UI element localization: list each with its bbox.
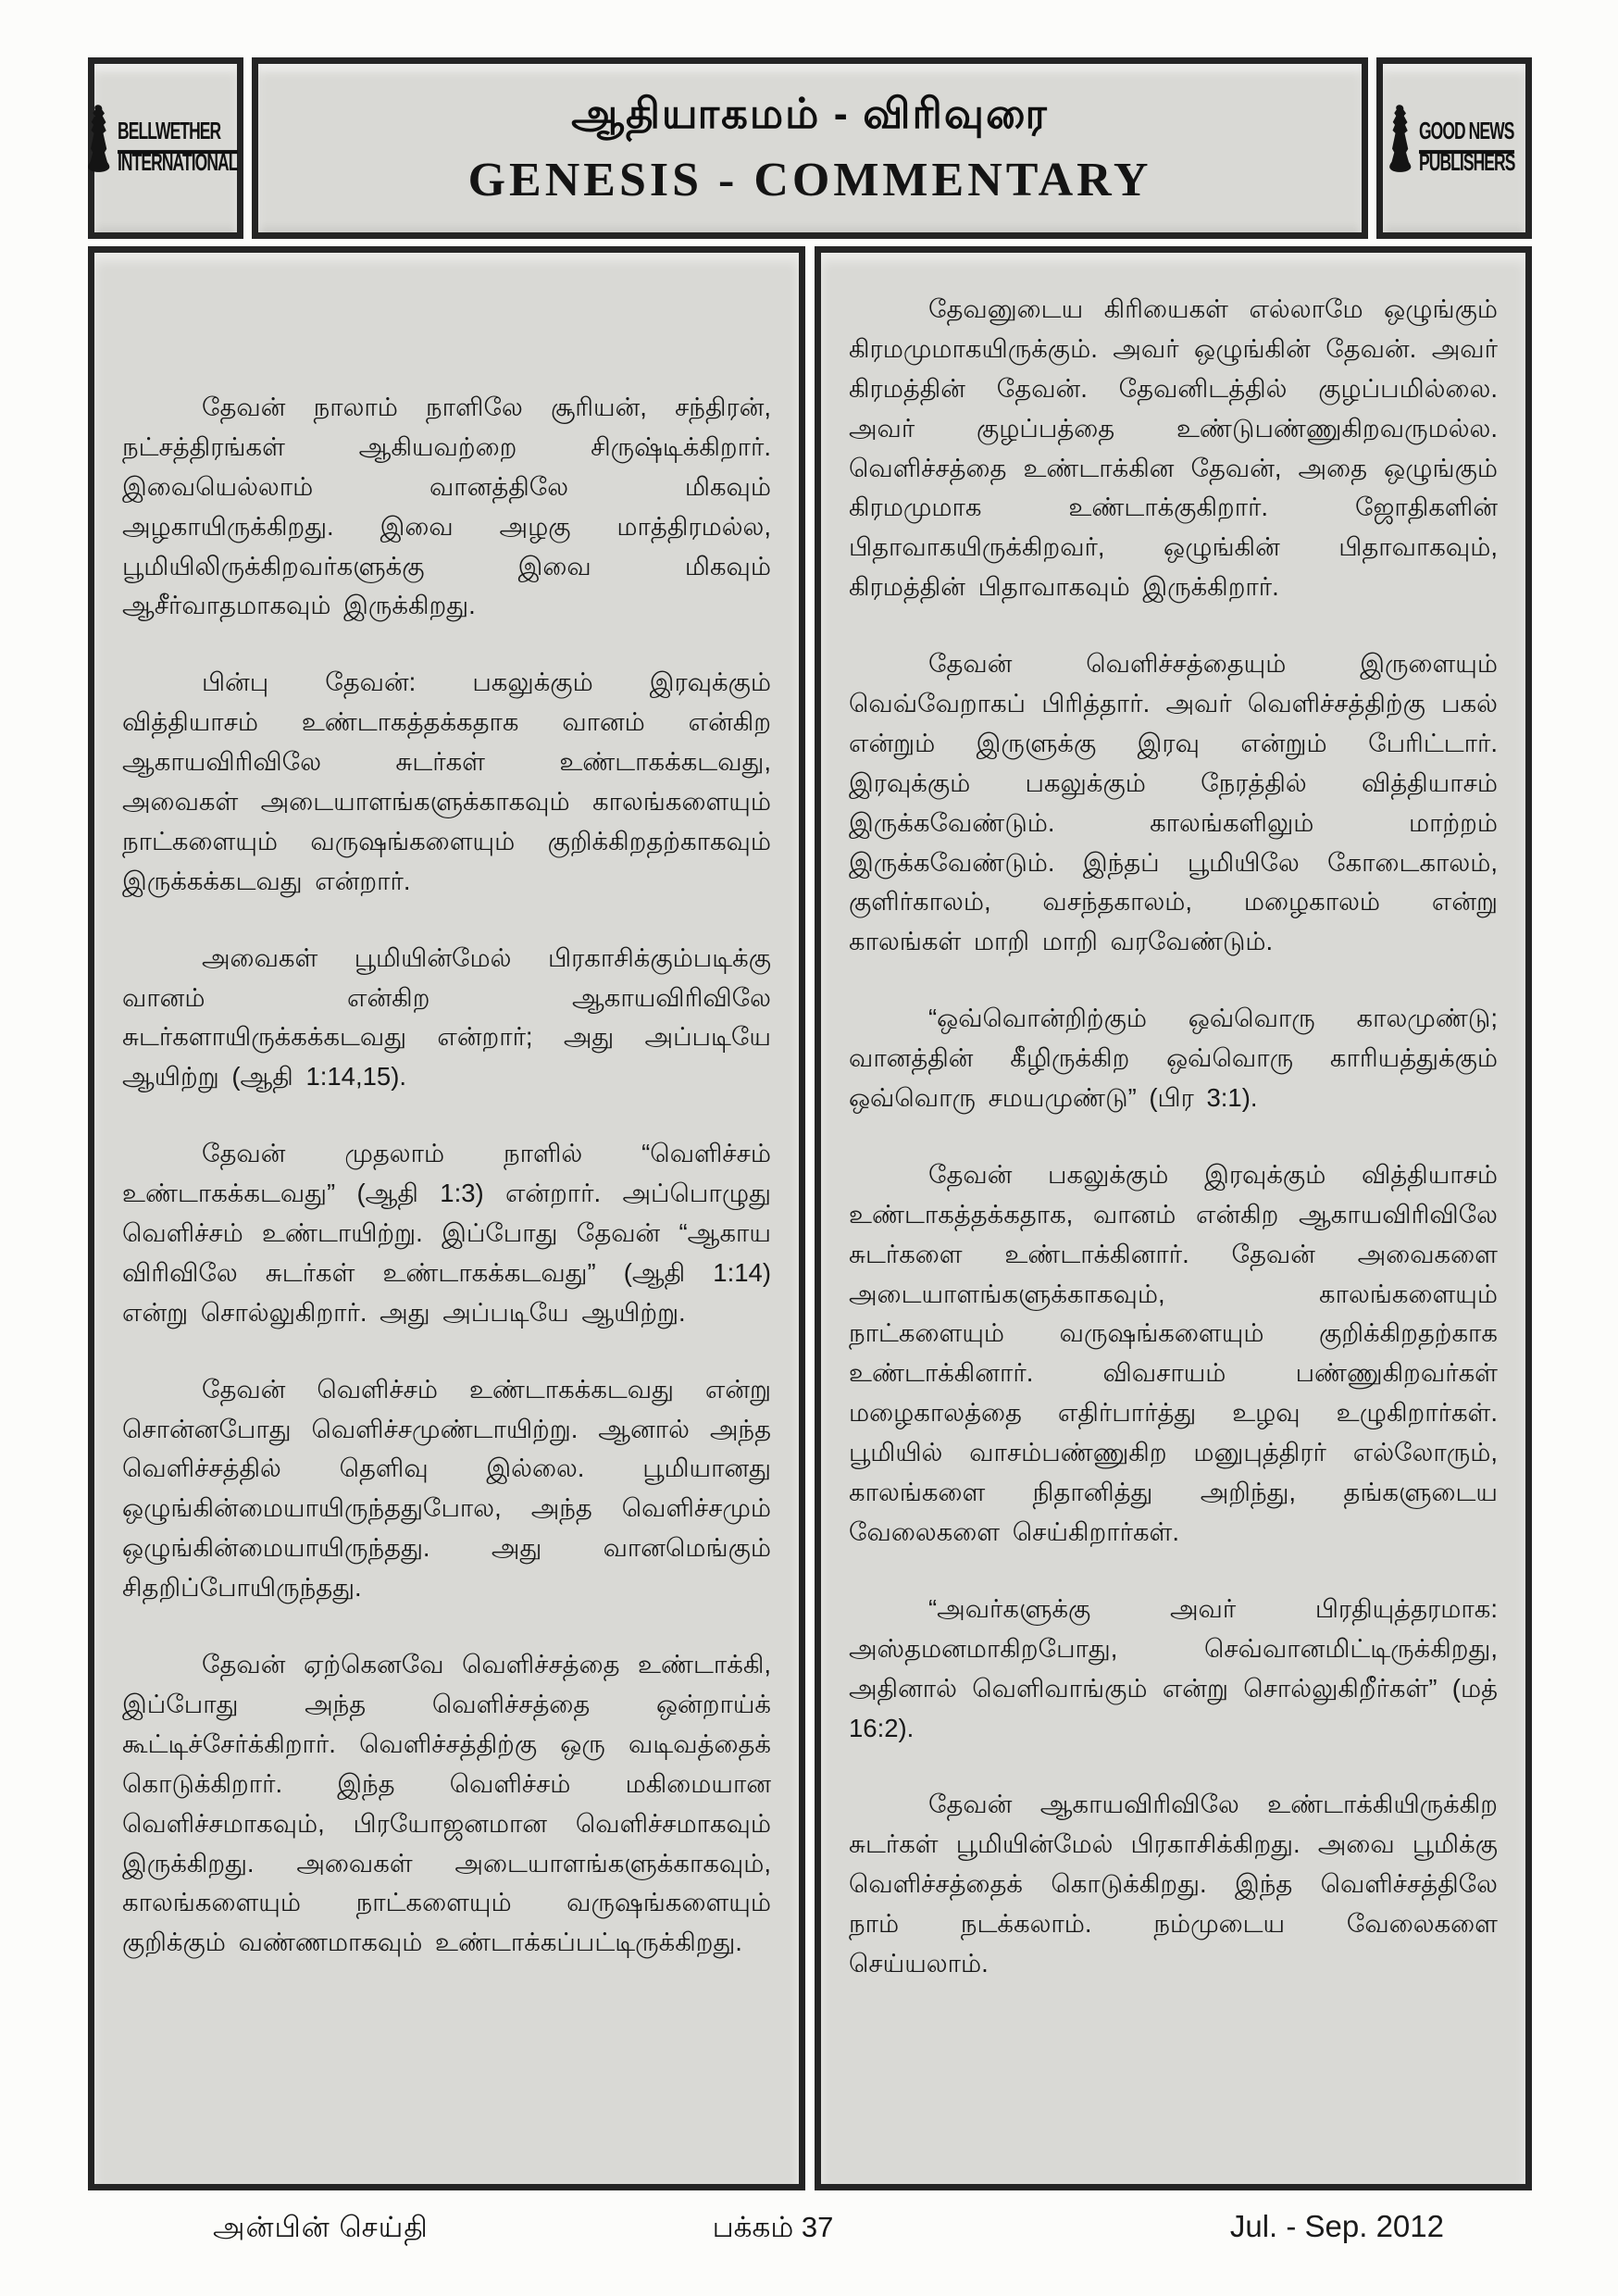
- right-paragraph-1: தேவனுடைய கிரியைகள் எல்லாமே ஒழுங்கும் கிரமமுமாகயிருக்கும். அவர் ஒழுங்கின் தேவன். அவர் கிரமத்தின் தேவன். தேவனிடத்தில் குழப்பமில்லை. அவர் குழப்பத்தை உண்டுபண்ணுகிறவருமல்ல. வெளிச்சத்தை உண்டாக்கின தேவன், அதை ஒழுங்கும் கிரமமுமாக உண்டாக்குகிறார். ஜோதிகளின் பிதாவாகயிருக்கிறவர், ஒழுங்கின் பிதாவாகவும், கிரமத்தின் பிதாவாகவும் இருக்கிறார்.: [849, 294, 1498, 602]
- bellwether-figure-icon: [84, 98, 112, 206]
- goodnews-logo-line1: GOOD NEWS: [1419, 118, 1514, 154]
- masthead-title-english: GENESIS - COMMENTARY: [467, 153, 1152, 206]
- goodnews-logo-box: [1376, 57, 1532, 239]
- goodnews-logo-text: [1418, 119, 1523, 177]
- footer-page-number: பக்கம் 37: [712, 2211, 834, 2243]
- page-header: [88, 57, 1532, 239]
- goodnews-logo-line2: PUBLISHERS: [1418, 149, 1515, 177]
- right-paragraph-3: “ஒவ்வொன்றிற்கும் ஒவ்வொரு காலமுண்டு; வானத்தின் கீழிருக்கிற ஒவ்வொரு காரியத்துக்கும் ஒவ்வொரு சமயமுண்டு” (பிர 3:1).: [849, 1004, 1498, 1113]
- left-paragraph-3: அவைகள் பூமியின்மேல் பிரகாசிக்கும்படிக்கு வானம் என்கிற ஆகாயவிரிவிலே சுடர்களாயிருக்கக்கடவது என்றார்; அது அப்படியே ஆயிற்று (ஆதி 1:14,15).: [122, 942, 771, 1092]
- left-paragraph-2: பின்பு தேவன்: பகலுக்கும் இரவுக்கும் வித்தியாசம் உண்டாகத்தக்கதாக வானம் என்கிற ஆகாயவிரிவிலே சுடர்கள் உண்டாகக்கடவது, அவைகள் அடையாளங்களுக்காகவும் காலங்களையும் நாட்களையும் வருஷங்களையும் குறிக்கிறதற்காகவும் இருக்கக்கடவது என்றார்.: [122, 668, 771, 895]
- article-body: [88, 246, 1532, 2190]
- footer-magazine-name: அன்பின் செய்தி: [213, 2211, 429, 2243]
- left-text-column: [88, 246, 805, 2190]
- right-paragraph-4: தேவன் பகலுக்கும் இரவுக்கும் வித்தியாசம் உண்டாகத்தக்கதாக, வானம் என்கிற ஆகாயவிரிவிலே சுடர்களை உண்டாக்கினார். தேவன் அவைகளை அடையாளங்களுக்காகவும், காலங்களையும் நாட்களையும் வருஷங்களையும் குறிக்கிறதற்காக உண்டாக்கினார். விவசாயம் பண்ணுகிறவர்கள் மழைகாலத்தை எதிர்பார்த்து உழவு உழுகிறார்கள். பூமியில் வாசம்பண்ணுகிற மனுபுத்திரர் எல்லோரும், காலங்களை நிதானித்து அறிந்து, தங்களுடைய வேலைகளை செய்கிறார்கள்.: [849, 1159, 1498, 1546]
- bellwether-logo-box: [88, 57, 243, 239]
- masthead-title-box: [252, 57, 1368, 239]
- left-paragraph-1: தேவன் நாலாம் நாளிலே சூரியன், சந்திரன், நட்சத்திரங்கள் ஆகியவற்றை சிருஷ்டிக்கிறார். இவையெல்லாம் வானத்திலே மிகவும் அழகாயிருக்கிறது. இவை அழகு மாத்திரமல்ல, பூமியிலிருக்கிறவர்களுக்கு இவை மிகவும் ஆசீர்வாதமாகவும் இருக்கிறது.: [122, 393, 771, 620]
- left-paragraph-5: தேவன் வெளிச்சம் உண்டாகக்கடவது என்று சொன்னபோது வெளிச்சமுண்டாயிற்று. ஆனால் அந்த வெளிச்சத்தில் தெளிவு இல்லை. பூமியானது ஒழுங்கின்மையாயிருந்ததுபோல, அந்த வெளிச்சமும் ஒழுங்கின்மையாயிருந்தது. அது வானமெங்கும் சிதறிப்போயிருந்தது.: [122, 1374, 771, 1603]
- left-paragraph-6: தேவன் ஏற்கெனவே வெளிச்சத்தை உண்டாக்கி, இப்போது அந்த வெளிச்சத்தை ஒன்றாய்க் கூட்டிச்சேர்க்கிறார். வெளிச்சத்திற்கு ஒரு வடிவத்தைக் கொடுக்கிறார். இந்த வெளிச்சம் மகிமையான வெளிச்சமாகவும், பிரயோஜனமான வெளிச்சமாகவும் இருக்கிறது. அவைகள் அடையாளங்களுக்காகவும், காலங்களையும் நாட்களையும் வருஷங்களையும் குறிக்கும் வண்ணமாகவும் உண்டாக்கப்பட்டிருக்கிறது.: [122, 1650, 771, 1957]
- page-footer: [88, 2209, 1532, 2248]
- goodnews-figure-icon: [1386, 98, 1413, 206]
- right-paragraph-5: “அவர்களுக்கு அவர் பிரதியுத்தரமாக: அஸ்தமனமாகிறபோது, செவ்வானமிட்டிருக்கிறது, அதினால் வெளிவாங்கும் என்று சொல்லுகிறீர்கள்” (மத் 16:2).: [849, 1593, 1498, 1742]
- bellwether-logo-text: [117, 119, 248, 177]
- bellwether-logo-line2: INTERNATIONAL: [117, 149, 238, 177]
- right-paragraph-2: தேவன் வெளிச்சத்தையும் இருளையும் வெவ்வேறாகப் பிரித்தார். அவர் வெளிச்சத்திற்கு பகல் என்றும் இருளுக்கு இரவு என்றும் பேரிட்டார். இரவுக்கும் பகலுக்கும் நேரத்தில் வித்தியாசம் இருக்கவேண்டும். காலங்களிலும் மாற்றம் இருக்கவேண்டும். இந்தப் பூமியிலே கோடைகாலம், குளிர்காலம், வசந்தகாலம், மழைகாலம் என்று காலங்கள் மாறி மாறி வரவேண்டும்.: [849, 649, 1498, 956]
- footer-issue-date: Jul. - Sep. 2012: [1229, 2209, 1444, 2243]
- left-paragraph-4: தேவன் முதலாம் நாளில் “வெளிச்சம் உண்டாகக்கடவது” (ஆதி 1:3) என்றார். அப்பொழுது வெளிச்சம் உண்டாயிற்று. இப்போது தேவன் “ஆகாய விரிவிலே சுடர்கள் உண்டாகக்கடவது” (ஆதி 1:14) என்று சொல்லுகிறார். அது அப்படியே ஆயிற்று.: [122, 1139, 771, 1327]
- right-text-column: [815, 246, 1532, 2190]
- masthead-title-tamil: ஆதியாகமம் - விரிவுரை: [571, 89, 1049, 137]
- right-paragraph-6: தேவன் ஆகாயவிரிவிலே உண்டாக்கியிருக்கிற சுடர்கள் பூமியின்மேல் பிரகாசிக்கிறது. அவை பூமிக்கு வெளிச்சத்தைக் கொடுக்கிறது. இந்த வெளிச்சத்திலே நாம் நடக்கலாம். நம்முடைய வேலைகளை செய்யலாம்.: [849, 1790, 1498, 1978]
- bellwether-logo-line1: BELLWETHER: [118, 118, 237, 154]
